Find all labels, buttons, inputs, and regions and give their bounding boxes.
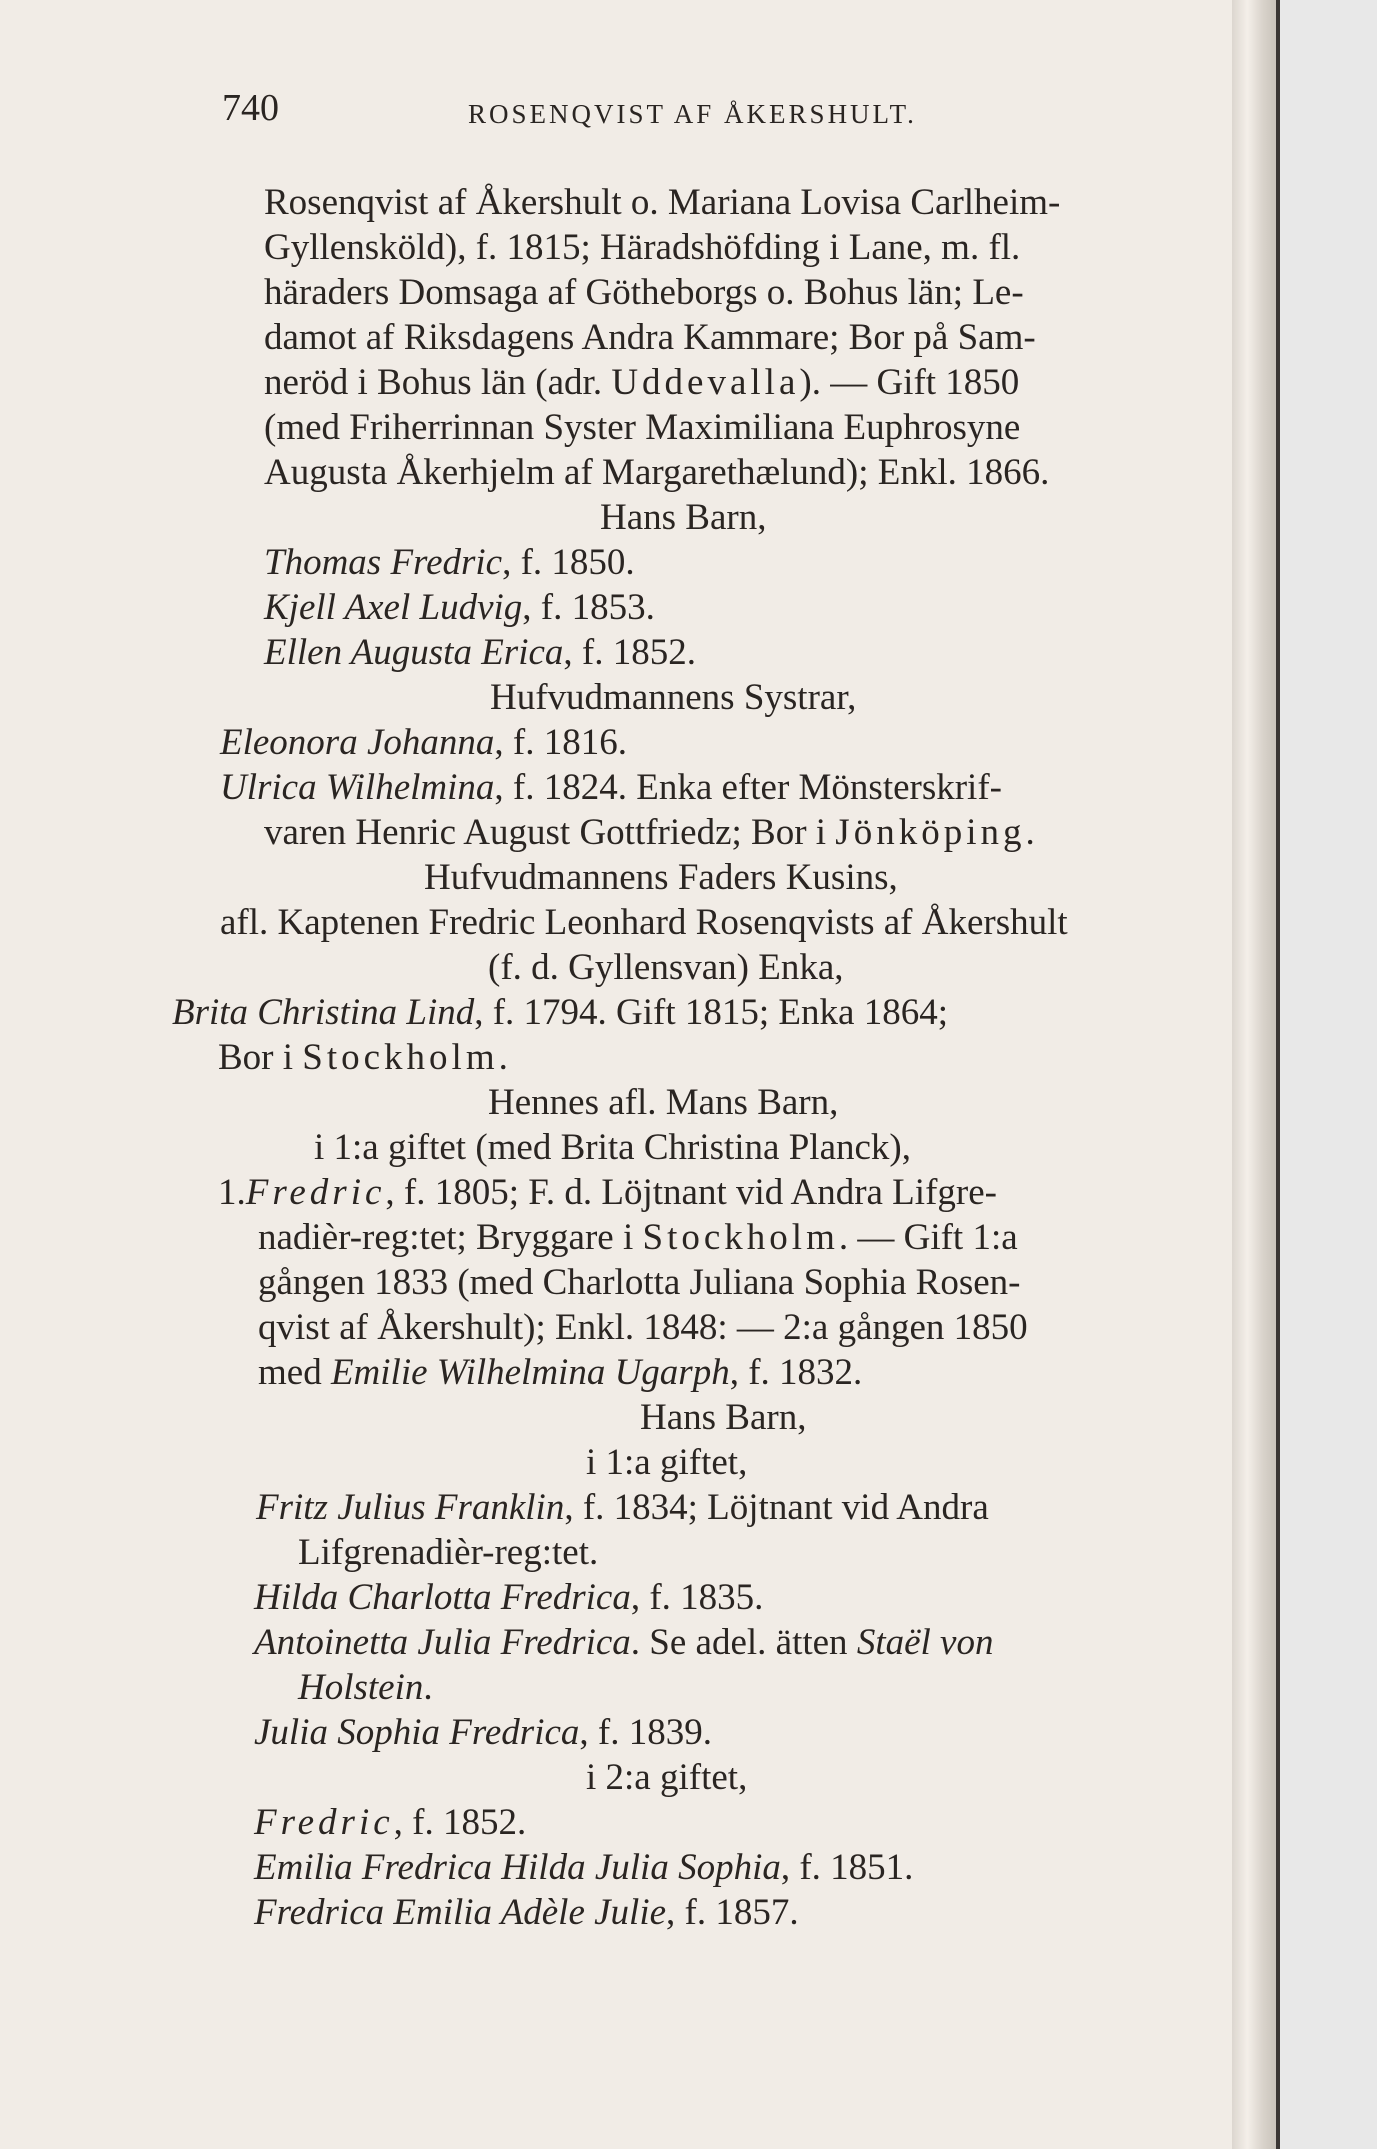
section-heading: i 1:a giftet (med Brita Christina Planck), [314,1127,912,1168]
text-line: (med Friherrinnan Syster Maximiliana Euphrosyne [264,407,1021,448]
text-line: häraders Domsaga af Götheborgs o. Bohus län; Le- [264,272,1024,313]
entry-line: Fredrica Emilia Adèle Julie, f. 1857. [254,1892,799,1933]
entry-line: Hilda Charlotta Fredrica, f. 1835. [254,1577,764,1618]
entry-line: Emilia Fredrica Hilda Julia Sophia, f. 1851. [254,1847,914,1888]
section-heading: Hans Barn, [640,1397,807,1438]
section-heading: Hufvudmannens Faders Kusins, [424,857,898,898]
text-line: (f. d. Gyllensvan) Enka, [488,947,844,988]
entry-line: Fredric, f. 1852. [254,1802,527,1843]
entry-line: Brita Christina Lind, f. 1794. Gift 1815; Enka 1864; [172,992,948,1033]
entry-line: Eleonora Johanna, f. 1816. [220,722,627,763]
entry-line: Thomas Fredric, f. 1850. [264,542,635,583]
text-line: Gyllensköld), f. 1815; Häradshöfding i Lane, m. fl. [264,227,1021,268]
entry-line: 1.Fredric, f. 1805; F. d. Löjtnant vid Andra Lifgre- [218,1172,997,1213]
section-heading: i 1:a giftet, [586,1442,748,1483]
book-spine-shadow [1232,0,1276,2149]
text-line: damot af Riksdagens Andra Kammare; Bor på Sam- [264,317,1036,358]
text-line: varen Henric August Gottfriedz; Bor i Jönköping. [264,812,1035,853]
text-line: Holstein. [298,1667,433,1708]
text-line: Rosenqvist af Åkershult o. Mariana Lovisa Carlheim- [264,182,1061,223]
section-heading: i 2:a giftet, [586,1757,748,1798]
page-number: 740 [222,87,279,129]
text-line: gången 1833 (med Charlotta Juliana Sophia Rosen- [258,1262,1021,1303]
text-line: nadièr-reg:tet; Bryggare i Stockholm. — Gift 1:a [258,1217,1018,1258]
running-head: ROSENQVIST AF ÅKERSHULT. [468,99,917,129]
entry-line: Antoinetta Julia Fredrica. Se adel. ätten Staël von [254,1622,994,1663]
text-line: qvist af Åkershult); Enkl. 1848: — 2:a gången 1850 [258,1307,1028,1348]
text-line: neröd i Bohus län (adr. Uddevalla). — Gift 1850 [264,362,1020,403]
entry-line: Fritz Julius Franklin, f. 1834; Löjtnant vid Andra [256,1487,989,1528]
entry-line: Kjell Axel Ludvig, f. 1853. [264,587,655,628]
entry-line: med Emilie Wilhelmina Ugarph, f. 1832. [258,1352,863,1393]
text-line: Lifgrenadièr-reg:tet. [298,1532,599,1573]
section-heading: Hufvudmannens Systrar, [490,677,857,718]
entry-line: Ellen Augusta Erica, f. 1852. [264,632,696,673]
scan-background [1280,0,1377,2149]
section-heading: Hennes afl. Mans Barn, [488,1082,839,1123]
text-line: Augusta Åkerhjelm af Margarethælund); Enkl. 1866. [264,452,1050,493]
section-heading: Hans Barn, [600,497,767,538]
text-line: Bor i Stockholm. [218,1037,508,1078]
entry-line: Ulrica Wilhelmina, f. 1824. Enka efter Mönsterskrif- [220,767,1002,808]
text-line: afl. Kaptenen Fredric Leonhard Rosenqvists af Åkershult [220,902,1068,943]
entry-line: Julia Sophia Fredrica, f. 1839. [254,1712,712,1753]
